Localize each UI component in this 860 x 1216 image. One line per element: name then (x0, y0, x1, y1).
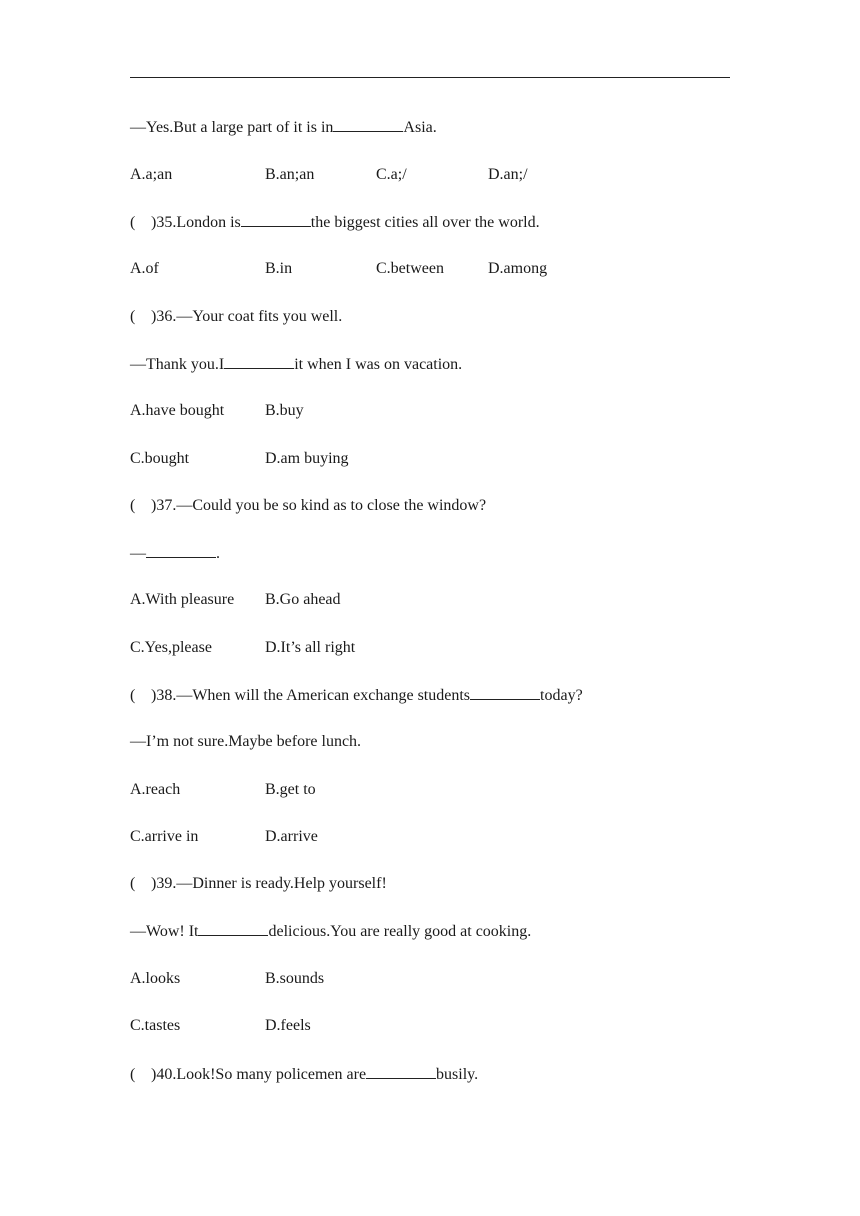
q34-option-a: A.a;an (130, 166, 173, 183)
answer-paren[interactable]: ( (130, 875, 136, 892)
answer-blank[interactable] (198, 921, 268, 936)
q38-option-a: A.reach (130, 781, 181, 798)
q35-option-c: C.between (376, 260, 444, 277)
q36-option-a: A.have bought (130, 402, 225, 419)
q34-answer-line: —Yes.But a large part of it is in Asia. (130, 119, 437, 136)
q39-option-c: C.tastes (130, 1017, 181, 1034)
q40-stem: ( )40.Look!So many policemen are busily. (130, 1066, 479, 1083)
q34-option-b: B.an;an (265, 166, 315, 183)
q38-option-b: B.get to (265, 781, 316, 798)
q35-option-b: B.in (265, 260, 293, 277)
q34-option-d: D.an;/ (488, 166, 528, 183)
answer-blank[interactable] (146, 543, 216, 558)
answer-blank[interactable] (470, 685, 540, 700)
answer-blank[interactable] (241, 212, 311, 227)
q35-option-a: A.of (130, 260, 159, 277)
answer-paren[interactable]: ( (130, 497, 136, 514)
q36-stem: ( )36.—Your coat fits you well. (130, 308, 343, 325)
q39-option-d: D.feels (265, 1017, 311, 1034)
q34-option-c: C.a;/ (376, 166, 407, 183)
q38-answer-line: —I’m not sure.Maybe before lunch. (130, 733, 362, 750)
q37-option-d: D.It’s all right (265, 639, 356, 656)
q38-stem: ( )38.—When will the American exchange students today? (130, 687, 583, 704)
q36-answer-line: —Thank you.I it when I was on vacation. (130, 356, 463, 373)
q39-stem: ( )39.—Dinner is ready.Help yourself! (130, 875, 387, 892)
answer-blank[interactable] (224, 354, 294, 369)
answer-paren[interactable]: ( (130, 687, 136, 704)
answer-paren[interactable]: ( (130, 214, 136, 231)
q37-answer-line: — . (130, 545, 220, 562)
q38-option-c: C.arrive in (130, 828, 199, 845)
q35-stem: ( )35.London is the biggest cities all over the world. (130, 214, 540, 231)
q36-option-d: D.am buying (265, 450, 349, 467)
q35-option-d: D.among (488, 260, 548, 277)
q37-option-a: A.With pleasure (130, 591, 235, 608)
q39-option-a: A.looks (130, 970, 181, 987)
answer-blank[interactable] (366, 1064, 436, 1079)
q36-option-b: B.buy (265, 402, 304, 419)
answer-blank[interactable] (333, 117, 403, 132)
q39-answer-line: —Wow! It delicious.You are really good at cooking. (130, 923, 532, 940)
q38-option-d: D.arrive (265, 828, 318, 845)
header-rule (130, 77, 730, 78)
q39-option-b: B.sounds (265, 970, 325, 987)
answer-paren[interactable]: ( (130, 308, 136, 325)
answer-paren[interactable]: ( (130, 1066, 136, 1083)
q37-option-c: C.Yes,please (130, 639, 212, 656)
q36-option-c: C.bought (130, 450, 190, 467)
q37-stem: ( )37.—Could you be so kind as to close the window? (130, 497, 487, 514)
q37-option-b: B.Go ahead (265, 591, 341, 608)
